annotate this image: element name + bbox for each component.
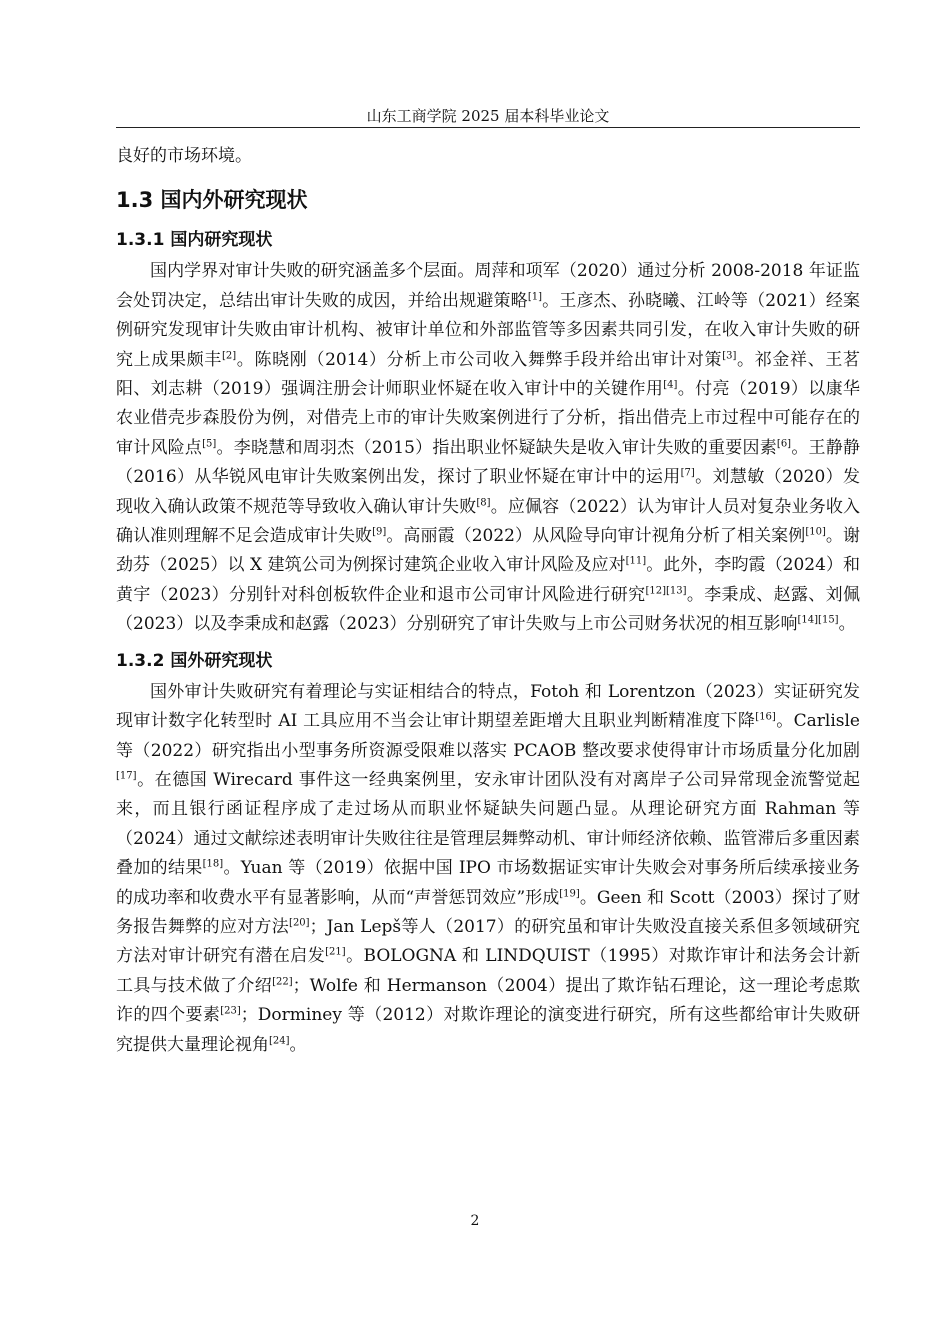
citation: [8] xyxy=(476,497,491,508)
body-text: 。刘慧敏（2020）发现收入确认政策不规范等导致收入确认审计失败 xyxy=(116,467,861,517)
domestic-heading: 1.3.1 国内研究现状 xyxy=(116,230,273,251)
citation: [14][15] xyxy=(797,614,839,626)
body-text: 。高丽霞（2022）从风险导向审计视角分析了相关案例 xyxy=(386,526,806,547)
body-text: ；Wolfe 和 Hermanson（2004）提出了欺诈钻石理论，这一理论考虑欺诈的四个要素 xyxy=(116,975,860,1026)
foreign-heading: 1.3.2 国外研究现状 xyxy=(116,650,273,671)
page-number: 2 xyxy=(470,1213,480,1229)
citation: [17] xyxy=(116,770,137,782)
citation: [19] xyxy=(559,887,580,899)
citation: [20] xyxy=(289,917,310,929)
citation: [7] xyxy=(680,467,695,479)
body-text: 国外审计失败研究有着理论与实证相结合的特点，Fotoh 和 Lorentzon（2023）实证研究发现审计数字化转型时 AI 工具应用不当会让审计期望差距增大且职业判断精准度下降 xyxy=(116,681,860,732)
citation: [12][13] xyxy=(645,585,687,597)
citation: [2] xyxy=(221,349,237,361)
citation: [16] xyxy=(755,711,776,723)
body-text: 。Yuan 等（2019）依据中国 IPO 市场数据证实审计失败会对事务所后续承接业务的成功率和收费水平有显著影响，从而“声誉惩罚效应”形成 xyxy=(116,858,861,908)
body-text: 。 xyxy=(838,614,856,635)
citation: [11] xyxy=(625,555,647,567)
citation: [4] xyxy=(663,379,678,391)
body-text: 。应佩容（2022）认为审计人员对复杂业务收入确认准则理解不足会造成审计失败 xyxy=(116,496,861,547)
body-text: 。此外，李昀霞（2024）和黄宇（2023）分别针对科创板软件企业和退市公司审计风险进行研究 xyxy=(116,555,860,605)
citation: [10] xyxy=(805,526,826,538)
citation: [24] xyxy=(269,1034,290,1046)
citation: [22] xyxy=(272,976,293,988)
body-text: 。李秉成、赵露、刘佩（2023）以及李秉成和赵露（2023）分别研究了审计失败与上市公司财务状况的相互影响 xyxy=(116,584,861,635)
citation: [5] xyxy=(202,438,217,450)
body-text: 。王静静（2016）从华锐风电审计失败案例出发，探讨了职业怀疑在审计中的运用 xyxy=(116,437,861,488)
body-text: 。BOLOGNA 和 LINDQUIST（1995）对欺诈审计和法务会计新工具与技术做了介绍 xyxy=(116,946,861,996)
body-text: 国内学界对审计失败的研究涵盖多个层面。周萍和项军（2020）通过分析 2008-2018 年证监会处罚决定，总结出审计失败的成因，并给出规避策略 xyxy=(116,261,860,311)
body-text: ；Jan Lepš等人（2017）的研究虽和审计失败没直接关系但多领域研究方法对审计研究有潜在启发 xyxy=(116,916,860,967)
body-text: 。付亮（2019）以康华农业借壳步森股份为例，对借壳上市的审计失败案例进行了分析，指出借壳上市过程中可能存在的审计风险点 xyxy=(116,379,861,458)
domestic-paragraph xyxy=(116,257,860,639)
citation: [21] xyxy=(325,946,346,958)
body-text: 。谢劲芬（2025）以 X 建筑公司为例探讨建筑企业收入审计风险及应对 xyxy=(116,526,861,576)
body-text: 。 xyxy=(289,1034,307,1055)
header-divider xyxy=(116,127,860,128)
citation: [9] xyxy=(372,526,387,538)
body-text: 。Geen 和 Scott（2003）探讨了财务报告舞弊的应对方法 xyxy=(116,887,860,937)
page-body xyxy=(116,142,860,1060)
citation: [1] xyxy=(527,291,543,303)
body-text: 。在德国 Wirecard 事件这一经典案例里，安永审计团队没有对离岸子公司异常现金流警觉起来，而且银行函证程序成了走过场从而职业怀疑缺失问题凸显。从理论研究方面 Rahman 等（2024）通过文献综述表明审计失败往往是管理层舞弊动机、审计师经济依赖、监管滞后多重因素叠加的结果 xyxy=(116,769,860,879)
citation: [3] xyxy=(722,349,737,361)
citation: [23] xyxy=(220,1005,241,1017)
body-text: 。王彦杰、孙晓曦、江岭等（2021）经案例研究发现审计失败由审计机构、被审计单位和外部监管等多因素共同引发，在收入审计失败的研究上成果颇丰 xyxy=(116,290,860,370)
body-text: ；Dorminey 等（2012）对欺诈理论的演变进行研究，所有这些都给审计失败研究提供大量理论视角 xyxy=(116,1005,861,1055)
body-text: 。李晓慧和周羽杰（2015）指出职业怀疑缺失是收入审计失败的重要因素 xyxy=(216,437,777,458)
intro-line: 良好的市场环境。 xyxy=(116,146,252,166)
running-header: 山东工商学院 2025 届本科毕业论文 xyxy=(366,107,610,125)
citation: [18] xyxy=(202,858,224,870)
citation: [6] xyxy=(776,438,792,450)
body-text: 。Carlisle 等（2022）研究指出小型事务所资源受限难以落实 PCAOB 整改要求使得审计市场质量分化加剧 xyxy=(116,711,860,761)
section-heading: 1.3 国内外研究现状 xyxy=(116,188,308,213)
foreign-paragraph xyxy=(116,678,860,1060)
body-text: 。陈晓刚（2014）分析上市公司收入舞弊手段并给出审计对策 xyxy=(236,349,723,370)
body-text: 。祁金祥、王茗阳、刘志耕（2019）强调注册会计师职业怀疑在收入审计中的关键作用 xyxy=(116,349,861,400)
